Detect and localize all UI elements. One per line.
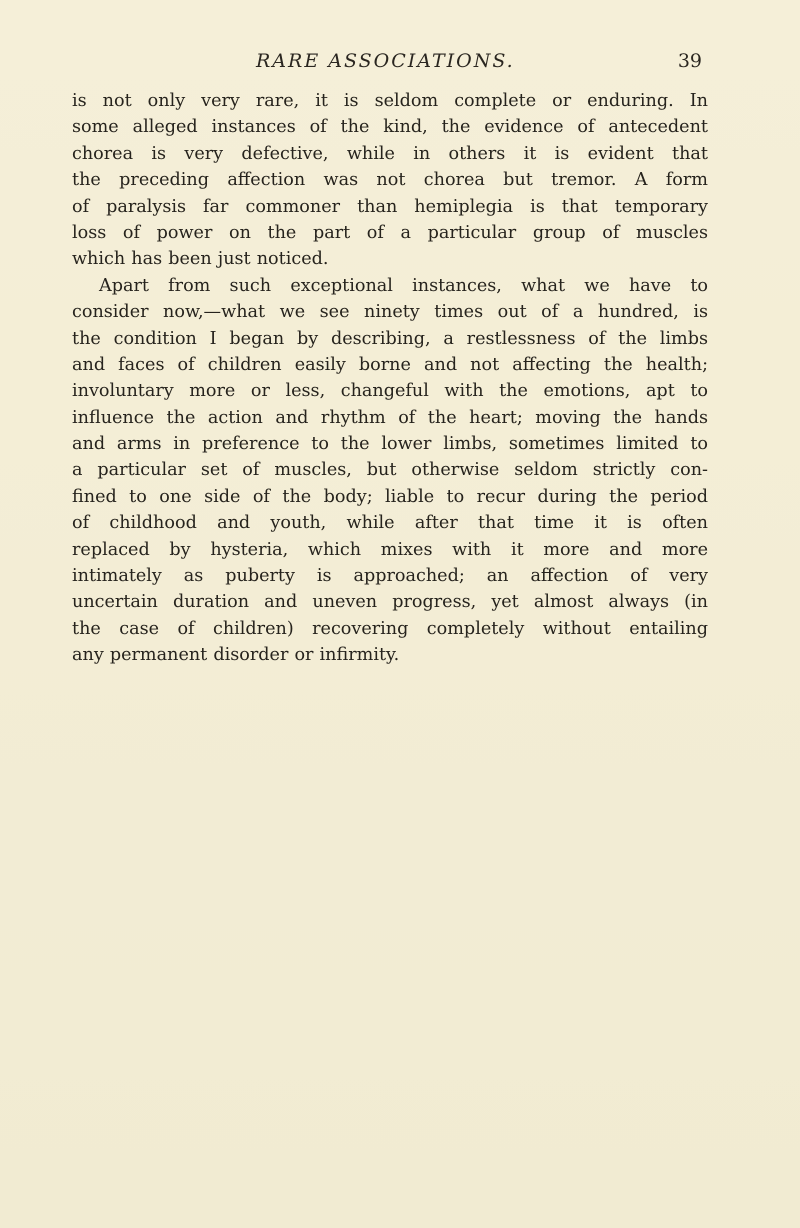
text-line: of paralysis far commoner than hemiplegia is that temporary bbox=[72, 196, 708, 217]
text-line: uncertain duration and uneven progress, yet almost always (in bbox=[72, 592, 708, 613]
text-line: the preceding affection was not chorea but tremor. A form bbox=[72, 170, 708, 191]
running-title: RARE ASSOCIATIONS. bbox=[256, 50, 515, 72]
running-head bbox=[0, 48, 800, 74]
text-line: some alleged instances of the kind, the evidence of antecedent bbox=[72, 117, 708, 138]
text-line: consider now,—what we see ninety times out of a hundred, is bbox=[72, 302, 708, 323]
text-line: the condition I began by describing, a restlessness of the limbs bbox=[72, 328, 708, 349]
text-line: is not only very rare, it is seldom complete or enduring. In bbox=[72, 91, 708, 111]
text-line: loss of power on the part of a particular group of muscles bbox=[72, 222, 708, 243]
text-line: the case of children) recovering completely without entailing bbox=[72, 618, 708, 639]
text-line: of childhood and youth, while after that time it is often bbox=[72, 513, 708, 534]
body-text bbox=[72, 88, 708, 669]
text-line: which has been just noticed. bbox=[72, 249, 329, 270]
text-line: chorea is very defective, while in others it is evident that bbox=[72, 143, 708, 164]
text-line: and faces of children easily borne and not affecting the health; bbox=[72, 354, 708, 375]
text-line: intimately as puberty is approached; an affection of very bbox=[72, 566, 708, 587]
text-line: influence the action and rhythm of the heart; moving the hands bbox=[72, 407, 708, 428]
page-number: 39 bbox=[677, 50, 702, 72]
text-line: involuntary more or less, changeful with the emotions, apt to bbox=[72, 381, 708, 402]
text-line: replaced by hysteria, which mixes with it more and more bbox=[72, 539, 708, 560]
text-line: and arms in preference to the lower limbs, sometimes limited to bbox=[72, 434, 708, 455]
text-line: any permanent disorder or infirmity. bbox=[72, 645, 400, 666]
text-line: Apart from such exceptional instances, what we have to bbox=[99, 275, 708, 296]
text-line: a particular set of muscles, but otherwise seldom strictly con- bbox=[72, 460, 708, 481]
text-line: fined to one side of the body; liable to recur during the period bbox=[72, 486, 708, 507]
